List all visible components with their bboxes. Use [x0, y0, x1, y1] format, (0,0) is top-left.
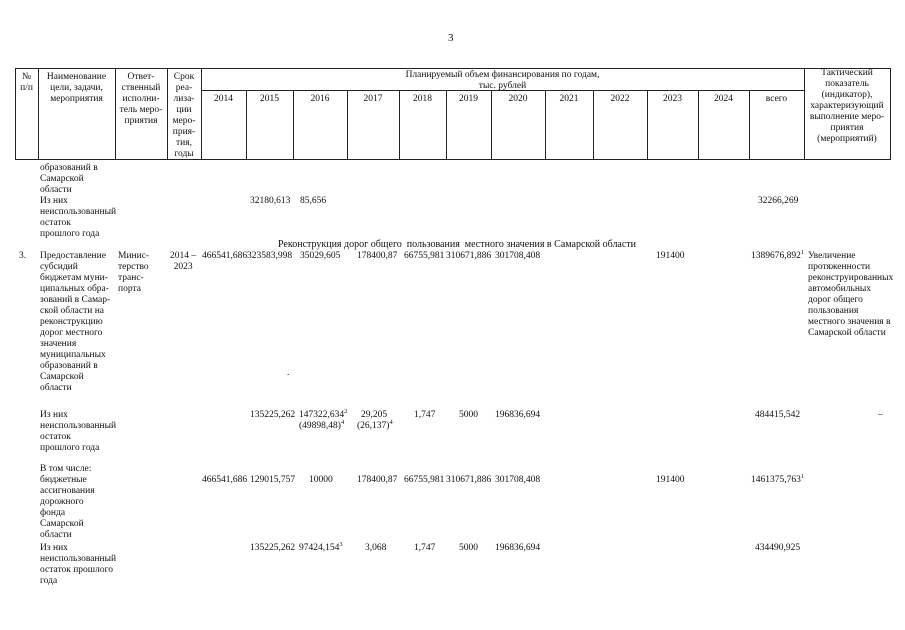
unused2-2017: 29,205 — [361, 410, 388, 420]
unused2-2017b — [357, 418, 393, 432]
header-num: № п/п — [20, 72, 33, 93]
unused3-2015: 135225,262 — [250, 543, 296, 553]
unused2-indicator: – — [878, 410, 883, 420]
item3-term: 2014 – 2023 — [170, 251, 197, 272]
item3-2023: 191400 — [656, 251, 685, 261]
incl-2015: 129015,757 — [250, 475, 296, 485]
unused2-2017b-footnote: 4 — [389, 418, 393, 426]
year-2024: 2024 — [714, 94, 733, 104]
unused2-2018: 1,747 — [414, 410, 436, 420]
header-term: Срок реа- лиза- ции меро- прия- тия, годы — [172, 72, 196, 159]
page-number: 3 — [448, 32, 454, 44]
table-top-border — [15, 68, 890, 69]
unused3-2019: 5000 — [459, 543, 478, 553]
incl-2017: 178400,87 — [357, 475, 398, 485]
unused3-2016-footnote: 3 — [339, 540, 343, 548]
unused2-name: Из них неиспользованный остаток прошлого года — [40, 410, 117, 453]
year-2015: 2015 — [260, 94, 279, 104]
incl-2014: 466541,686 — [202, 475, 248, 485]
section-title: Реконструкция дорог общего пользования местного значения в Самарской области — [278, 239, 637, 250]
unused3-2016 — [299, 540, 343, 554]
cont-name: образований в Самарской области — [40, 163, 98, 195]
incl-2019: 310671,886 — [446, 475, 492, 485]
unused3-2020: 196836,694 — [495, 543, 541, 553]
item3-2019: 310671,886 — [446, 251, 492, 261]
item3-2018: 66755,981 — [404, 251, 445, 261]
item3-name: Предоставление субсидий бюджетам муни- ципальных обра- зований в Самар- ской области на реконструкцию дорог местного значения муниципальных образований в Самарской области — [40, 251, 111, 393]
item3-total-value: 1389676,892 — [751, 251, 801, 261]
item3-2014: 466541,686 — [202, 251, 248, 261]
year-2020: 2020 — [508, 94, 528, 104]
unused2-2016b-value: (49898,48) — [299, 421, 341, 431]
incl-2020: 301708,408 — [495, 475, 541, 485]
header-indicator: Тактический показатель (индикатор), характеризующий выполнение меро- приятия (мероприятий) — [809, 68, 885, 144]
unused3-2016-value: 97424,154 — [299, 543, 340, 553]
unused2-total: 484415,542 — [755, 410, 801, 420]
unused3-total: 434490,925 — [755, 543, 801, 553]
unused2-2016-value: 147322,634 — [299, 410, 345, 420]
year-2021: 2021 — [559, 94, 579, 104]
year-2016: 2016 — [310, 94, 330, 104]
incl-total-value: 1461375,763 — [751, 475, 801, 485]
item3-num: 3. — [19, 251, 27, 261]
header-financing-title: Планируемый объем финансирования по годам, тыс. рублей — [405, 70, 600, 91]
incl-2023: 191400 — [656, 475, 685, 485]
unused2-2016b-footnote: 4 — [340, 418, 345, 426]
year-total: всего — [765, 94, 788, 104]
incl-name: В том числе: бюджетные ассигнования дорожного фонда Самарской области — [40, 464, 95, 540]
header-name: Наименование цели, задачи, мероприятия — [46, 72, 107, 104]
unused2-2017b-value: (26,137) — [357, 421, 390, 431]
year-2014: 2014 — [214, 94, 233, 104]
unused2-2016b — [299, 418, 345, 432]
unused2-2015: 135225,262 — [250, 410, 296, 420]
unused2-2016-footnote: 2 — [344, 407, 348, 415]
year-2019: 2019 — [459, 94, 478, 104]
item3-2017: 178400,87 — [357, 251, 398, 261]
year-2022: 2022 — [610, 94, 630, 104]
unused3-2018: 1,747 — [414, 543, 436, 553]
header-responsible: Ответ- ственный исполни- тель меро- приятия — [119, 72, 163, 126]
incl-2016: 10000 — [309, 475, 333, 485]
item3-2020: 301708,408 — [495, 251, 541, 261]
incl-total-footnote: 1 — [800, 472, 805, 480]
year-2023: 2023 — [663, 94, 682, 104]
incl-2018: 66755,981 — [404, 475, 445, 485]
incl-total — [751, 472, 805, 486]
unused1-2015: 32180,613 — [250, 196, 291, 206]
item3-indicator: Увеличение протяженности реконструированных автомобильных дорог общего пользования местного значения в Самарской области — [808, 251, 894, 338]
item3-total — [751, 248, 805, 262]
item3-dot: . — [287, 368, 290, 378]
unused2-2019: 5000 — [459, 410, 478, 420]
unused1-2016: 85,656 — [300, 196, 327, 206]
item3-responsible: Минис- терство транс- порта — [118, 251, 150, 294]
table-right-border — [890, 68, 891, 160]
unused1-name: Из них неиспользованный остаток прошлого года — [40, 196, 117, 239]
year-2018: 2018 — [413, 94, 432, 104]
item3-2015: 323583,998 — [247, 251, 293, 261]
item3-2016: 35029,605 — [300, 251, 341, 261]
unused3-name: Из них неиспользованный остаток прошлого года — [40, 543, 117, 586]
unused3-2017: 3,068 — [365, 543, 387, 553]
header-bottom-border — [15, 159, 890, 160]
item3-total-footnote: 1 — [800, 248, 805, 256]
unused1-total: 32266,269 — [758, 196, 799, 206]
unused2-2020: 196836,694 — [495, 410, 541, 420]
year-2017: 2017 — [363, 94, 383, 104]
